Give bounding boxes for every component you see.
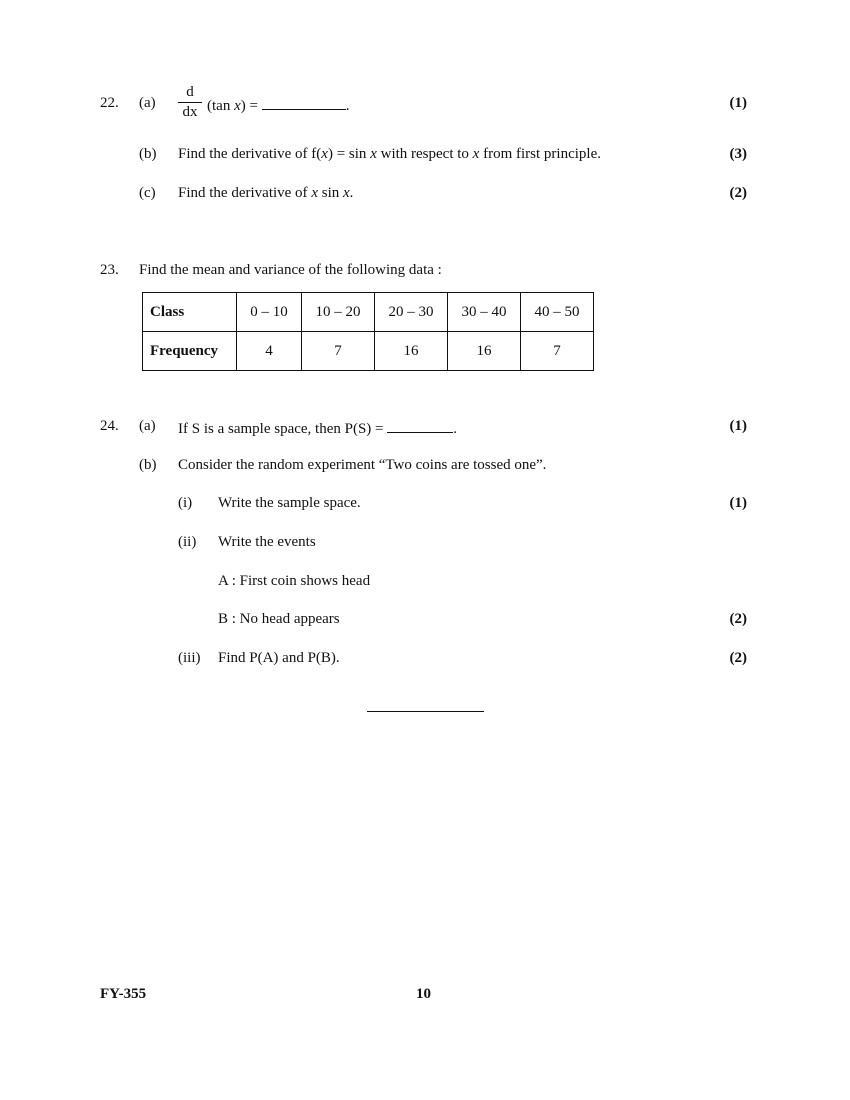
frequency-header: Frequency — [143, 332, 237, 371]
q22a-marks: (1) — [729, 95, 747, 111]
q22b-t3: with respect to — [376, 146, 473, 162]
q24b-iii-text: Find P(A) and P(B). — [218, 650, 340, 666]
q22b-v2: x — [370, 146, 377, 162]
q24a-label: (a) — [139, 418, 156, 434]
page-number: 10 — [416, 986, 431, 1002]
expr-post: ) = — [240, 98, 258, 114]
q22b-v3: x — [472, 146, 480, 162]
class-cell: 0 – 10 — [237, 293, 302, 332]
q24a-marks: (1) — [729, 418, 747, 434]
q24b-i-marks: (1) — [729, 495, 747, 511]
fraction-numerator: d — [186, 84, 194, 100]
q24b-iii-marks: (2) — [729, 650, 747, 666]
q23-number: 23. — [100, 262, 119, 278]
q24a-end: . — [453, 421, 458, 437]
q23-text: Find the mean and variance of the following data : — [139, 262, 442, 278]
q22a-expression — [207, 95, 349, 115]
expr-var: x — [234, 98, 241, 114]
q22c-t2: sin — [317, 185, 343, 201]
footer-code: FY-355 — [100, 986, 147, 1002]
q24b-ii-label: (ii) — [178, 534, 197, 550]
fraction-denominator: dx — [182, 104, 198, 120]
class-header: Class — [143, 293, 237, 332]
q24b-label: (b) — [139, 457, 157, 473]
class-cell: 30 – 40 — [448, 293, 521, 332]
frequency-cell: 7 — [521, 332, 594, 371]
class-cell: 40 – 50 — [521, 293, 594, 332]
q24b-ii-marks: (2) — [729, 611, 747, 627]
q22b-label: (b) — [139, 146, 157, 162]
q22-number: 22. — [100, 95, 119, 111]
answer-blank — [387, 418, 453, 433]
q24-number: 24. — [100, 418, 119, 434]
q22c-marks: (2) — [729, 185, 747, 201]
frequency-table — [142, 292, 594, 371]
q24a-text — [178, 418, 457, 438]
end-rule — [367, 711, 484, 712]
table-row — [143, 332, 594, 371]
table-row — [143, 293, 594, 332]
q22c-v1: x — [311, 185, 318, 201]
q24a-question: If S is a sample space, then P(S) = — [178, 421, 384, 437]
event-a: A : First coin shows head — [218, 573, 371, 589]
q24b-ii-text: Write the events — [218, 534, 316, 550]
fraction-bar — [178, 102, 202, 103]
q24b-text: Consider the random experiment “Two coins are tossed one”. — [178, 457, 547, 473]
q22c-v2: x — [343, 185, 350, 201]
q22b-t4: from first principle. — [479, 146, 601, 162]
q22b-v1: x — [321, 146, 328, 162]
q22c-t3: . — [349, 185, 354, 201]
frequency-cell: 7 — [302, 332, 375, 371]
frequency-cell: 16 — [375, 332, 448, 371]
q22b-t2: ) = sin — [327, 146, 371, 162]
frequency-cell: 4 — [237, 332, 302, 371]
q22b-t1: Find the derivative of f( — [178, 146, 322, 162]
event-b: B : No head appears — [218, 611, 340, 627]
expr-pre: (tan — [207, 98, 235, 114]
q22a-label: (a) — [139, 95, 156, 111]
derivative-fraction — [178, 84, 202, 121]
q24b-i-text: Write the sample space. — [218, 495, 361, 511]
q24b-i-label: (i) — [178, 495, 193, 511]
class-cell: 10 – 20 — [302, 293, 375, 332]
q22c-t1: Find the derivative of — [178, 185, 312, 201]
q24b-iii-label: (iii) — [178, 650, 201, 666]
q22c-label: (c) — [139, 185, 156, 201]
q22b-marks: (3) — [729, 146, 747, 162]
q22b-text — [178, 146, 601, 163]
expr-end: . — [345, 98, 350, 114]
answer-blank — [262, 95, 346, 110]
frequency-cell: 16 — [448, 332, 521, 371]
q22c-text — [178, 185, 353, 202]
class-cell: 20 – 30 — [375, 293, 448, 332]
